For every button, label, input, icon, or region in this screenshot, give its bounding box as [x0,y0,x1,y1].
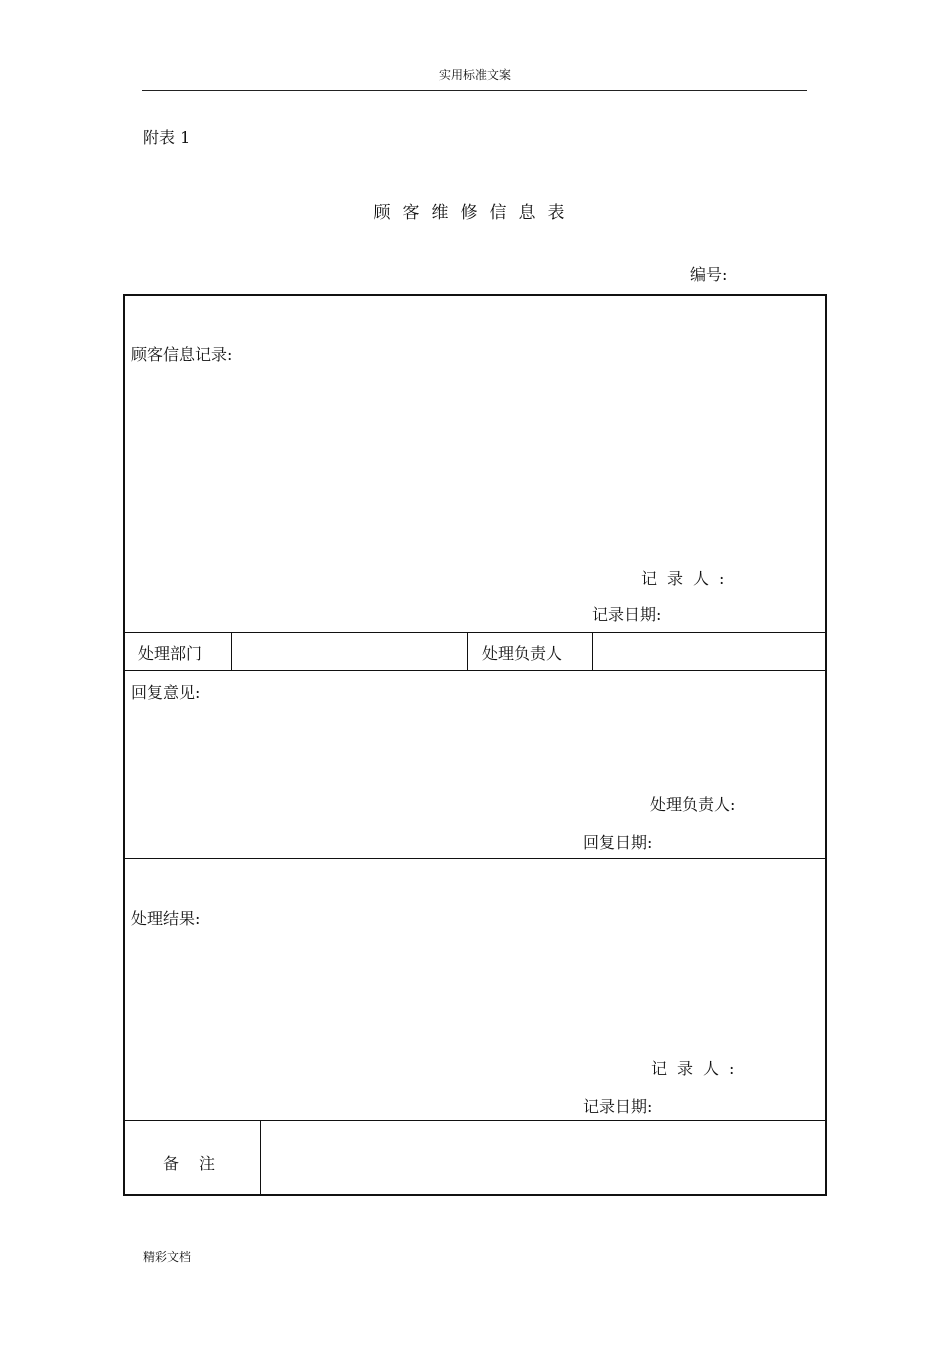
cell-divider [467,632,468,670]
page-header-text: 实用标准文案 [438,68,511,82]
cell-divider [231,632,232,670]
divider-reply-result [125,858,825,859]
page-footer-text: 精彩文档 [143,1250,192,1264]
reply-opinion-label: 回复意见: [131,683,201,702]
result-label: 处理结果: [131,909,201,928]
divider-customer-dept [125,632,825,633]
repair-info-form [123,294,827,1196]
divider-dept-reply [125,670,825,671]
record-date-label: 记录日期: [583,1097,653,1116]
recorder-label: 记录人: [651,1059,745,1078]
remarks-label: 备注 [163,1154,236,1173]
cell-divider [592,632,593,670]
reply-handler-label: 处理负责人: [650,795,736,814]
dept-label: 处理部门 [138,644,203,663]
cell-divider [260,1120,261,1196]
document-title: 顾客维修信息表 [373,203,577,223]
handler-label: 处理负责人 [482,644,563,663]
recorder-label: 记录人: [641,569,735,588]
customer-info-label: 顾客信息记录: [131,345,233,364]
header-rule [142,90,807,91]
appendix-label: 附表 1 [143,128,191,147]
serial-number-label: 编号: [690,265,728,284]
record-date-label: 记录日期: [592,605,662,624]
reply-date-label: 回复日期: [583,833,653,852]
divider-result-remarks [125,1120,825,1121]
